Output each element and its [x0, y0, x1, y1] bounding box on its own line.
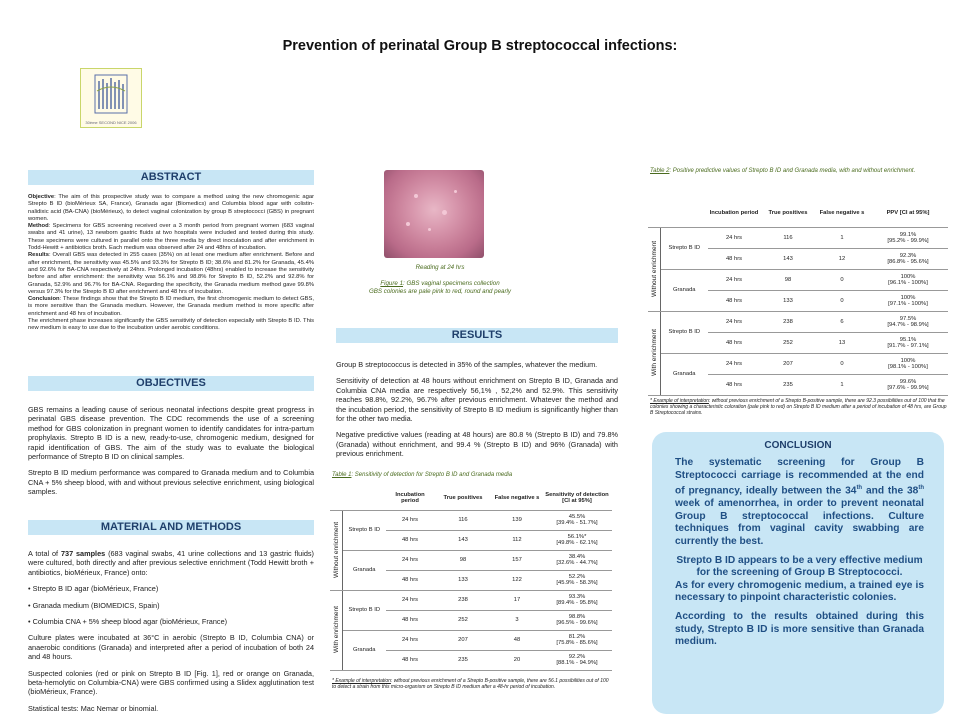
table1-medium: Granada — [342, 550, 386, 590]
conclusion-paragraph-4: According to the results obtained during this study, Strepto B ID is more sensitive than Granada medium. — [675, 610, 924, 648]
congress-logo — [80, 68, 142, 128]
table1-medium: Strepto B ID — [342, 510, 386, 550]
table2-cell: 99.6% — [899, 378, 917, 385]
table1-caption — [332, 472, 512, 478]
table1-cell: 116 — [434, 510, 492, 530]
table2-cell: 252 — [760, 332, 816, 353]
table1-footnote — [332, 678, 614, 690]
table2-medium: Granada — [660, 353, 708, 395]
methods-paragraph-2: Culture plates were incubated at 36°C in aerobic (Strepto B ID, Columbia CNA) or anaerobic conditions (Granada) and interpreted after a period of incubation of both 24 and 48 hours. — [28, 633, 314, 662]
table2-ci: [94.7% - 98.9%] — [887, 321, 929, 328]
table1-ci: [39.4% - 51.7%] — [556, 520, 598, 526]
figure-caption — [360, 280, 520, 296]
objectives-paragraph-1: GBS remains a leading cause of serious neonatal infections despite great progress in perinatal GBS disease prevention. The CDC recommends the use of a screening method for GBS colonization in pregnant women to identify candidates for intra-partum prophylaxis. Strepto B ID is a new, ready-to-use, chromogenic medium, designed for rapid identification of GBS. The aim of the study was to evaluate the biological performance of Strepto B ID on clinical samples. — [28, 405, 314, 462]
table2-cell: 143 — [760, 248, 816, 269]
abstract-conclusion-label: Conclusion — [28, 296, 60, 303]
table2-ci: [97.1% - 100%] — [888, 300, 928, 307]
media-item: • Columbia CNA + 5% sheep blood agar (bioMérieux, France) — [28, 617, 228, 627]
figure-reading-label: Reading at 24 hrs — [415, 264, 465, 271]
table2-footnote-label: * Example of interpretation — [650, 398, 709, 404]
table1-cell: 98.8% — [568, 614, 586, 620]
table2-cell: 133 — [760, 290, 816, 311]
table1-cell: 133 — [434, 570, 492, 590]
table2-cell: 235 — [760, 374, 816, 395]
conclusion-panel — [652, 432, 944, 714]
table1-cell: 112 — [492, 530, 542, 550]
methods-p1-post: (683 vaginal swabs, 41 urine collections and 13 gastric fluids) were cultured, both directly and after previous selective enrichment (Todd Hewitt broth + antibiotics, bioMérieux, France) onto: — [28, 549, 314, 577]
table1-cell: 52.2% — [568, 574, 586, 580]
table2-cell: 13 — [816, 332, 868, 353]
table1-cell: 92.2% — [568, 654, 586, 660]
table1-cell: 56.1%* — [567, 534, 587, 540]
table1-footnote-label: * Example of interpretation — [332, 678, 391, 684]
media-item: • Granada medium (BIOMEDICS, Spain) — [28, 600, 160, 610]
conclusion-p1b: and the 38 — [862, 485, 919, 497]
table1-header: Sensitivity of detection [CI at 95%] — [542, 486, 612, 510]
table1-ci: [45.9% - 58.3%] — [556, 580, 598, 586]
table2-cell: 24 hrs — [708, 227, 760, 248]
table1-group-label: With enrichment — [330, 590, 342, 670]
abstract-method-label: Method — [28, 223, 49, 230]
table1-cell: 24 hrs — [386, 630, 434, 650]
table1-cell: 24 hrs — [386, 590, 434, 610]
methods-p1-pre: A total of — [28, 549, 61, 558]
methods-header: MATERIAL AND METHODS — [28, 520, 314, 535]
table2-cell: 100% — [900, 357, 916, 364]
conclusion-header: CONCLUSION — [764, 440, 832, 451]
colony-dot — [414, 194, 418, 198]
table2-footnote — [650, 398, 950, 417]
table2-cell: 0 — [816, 353, 868, 374]
colony-dot — [406, 222, 410, 226]
table2-group-label: Without enrichment — [648, 227, 660, 311]
results-paragraph-2: Sensitivity of detection at 48 hours without enrichment on Strepto B ID, Granada and Columbia CNA media are respectively 56,1% , 52,2% and 52.9%. This sensitivity reaches 98.8%, 92.2%, 96.7% after previous enrichment. Whatever the method and the incubation period, the sensitivity of Strepto B ID medium is significantly higher than for the other two media. — [336, 376, 618, 424]
table2-group-label: With enrichment — [648, 311, 660, 395]
conclusion-paragraph-1 — [675, 457, 924, 549]
table2-ci: [96.1% - 100%] — [888, 279, 928, 286]
table2-cell: 1 — [816, 374, 868, 395]
results-text — [336, 360, 618, 466]
table1-caption-label: Table 1 — [332, 472, 352, 478]
abstract-results-label: Results — [28, 252, 49, 259]
table1-cell: 3 — [492, 610, 542, 630]
results-header: RESULTS — [336, 328, 618, 343]
table1-header: Incubation period — [386, 486, 434, 510]
table2-cell: 207 — [760, 353, 816, 374]
abstract-conclusion: : These findings show that the Strepto B ID medium, the first chromogenic medium to detect GBS, is more sensitive than the Granada medium. However, the Granada medium method is more specific after enrichment and 48 hrs of incubation. — [28, 296, 314, 317]
table1-cell: 98 — [434, 550, 492, 570]
table1-cell: 235 — [434, 650, 492, 670]
table2-cell: 100% — [900, 294, 916, 301]
abstract-results: : Overall GBS was detected in 255 cases (35%) on at least one medium after enrichment. Before and after enrichment, the sensitivity was 45.5% and 93.3% for Strepto B ID; 38.6% and 81.2% for Granada, 45.4% and 92.6% for BA-CNA respectively at 24hrs. Prolonged incubation (48hrs) enabled to increase the sensitivity before and after enrichment: the sensitivity was 56.1% and 98.8% for Strepto B ID, 52.2% and 92.8% for Granada, 52.9% and 96.7% for BA-CNA. Regarding the specificity, the Granada medium method gave 99.8% versus 97.3% for the Strepto B ID after enrichment and 48 hrs of incubation. — [28, 252, 314, 295]
abstract-extra: The enrichment phase increases significantly the GBS sensitivity of detection especially with Strepto B ID. This new medium is easy to use due to the incubation under aerobic conditions. — [28, 318, 314, 332]
conclusion-paragraph-3: As for every chromogenic medium, a trained eye is necessary to pinpoint characteristic colonies. — [675, 579, 924, 604]
abstract-header: ABSTRACT — [28, 170, 314, 185]
conclusion-paragraph-2: Strepto B ID appears to be a very effective medium for the screening of Group B Streptococci. — [676, 554, 923, 579]
table1-cell: 48 hrs — [386, 570, 434, 590]
table1-medium: Strepto B ID — [342, 590, 386, 630]
table1-container — [330, 486, 612, 671]
methods-statistics: Statistical tests: Mac Nemar or binomial. — [28, 703, 159, 713]
table1-footnote-text: : without previous enrichment of a Strepto B-positive sample, there are 56.1 possibilities out of 100 to detect a strain from this micro-organism on Strepto B ID medium after a 48-hr period of incubation. — [332, 678, 609, 691]
colony-dot — [428, 228, 431, 231]
table2-cell: 95.1% — [899, 336, 917, 343]
table1-ci: [49.8% - 62.1%] — [556, 540, 598, 546]
table1 — [330, 486, 612, 671]
table1-cell: 24 hrs — [386, 550, 434, 570]
table2-medium: Strepto B ID — [660, 227, 708, 269]
table1-cell: 48 — [492, 630, 542, 650]
table1-cell: 81.2% — [568, 634, 586, 640]
table2-cell: 116 — [760, 227, 816, 248]
table2-ci: [95.2% - 99.9%] — [887, 237, 929, 244]
table1-group-label: Without enrichment — [330, 510, 342, 590]
table2-cell: 12 — [816, 248, 868, 269]
table2-cell: 24 hrs — [708, 353, 760, 374]
table1-ci: [96.5% - 99.6%] — [556, 620, 598, 626]
table2-ci: [98.1% - 100%] — [888, 363, 928, 370]
table2-footnote-text: : without previous enrichment of a Strepto B-positive sample, there are 92.3 possibilities out of 100 that the colonies showing a characteristic coloration (pale pink to red) on Strepto B ID medium after a period of incubation of 48 hrs, are Group B Streptococcal strains. — [650, 398, 947, 417]
table1-ci: [32.6% - 44.7%] — [556, 560, 598, 566]
table1-cell: 139 — [492, 510, 542, 530]
figure-caption-label: Figure 1 — [380, 280, 404, 287]
ordinal-suffix: th — [856, 485, 863, 492]
abstract-text — [28, 194, 314, 333]
table2-header: Incubation period — [708, 200, 760, 227]
table2-caption-text: : Positive predictive values of Strepto B ID and Granada media, with and without enrichment. — [669, 168, 916, 174]
media-list — [28, 584, 314, 626]
media-item: • Strepto B ID agar (bioMérieux, France) — [28, 584, 159, 594]
abstract-method: : Specimens for GBS screening received over a 3 month period from pregnant women (683 vaginal swabs and 41 urine), 13 newborn gastric fluids at two hospitals were included and tested during this study. These specimens were cultured in parallel onto the three media by direct inoculation and after enrichment in Todd-Hewitt + antibiotics broth. Each medium was observed after 24 and 48hrs of incubation. — [28, 223, 314, 252]
table2-header: PPV [CI at 95%] — [868, 200, 948, 227]
table1-caption-text: : Sensitivity of detection for Strepto B ID and Granada media — [351, 472, 513, 478]
table1-ci: [88.1% - 94.9%] — [556, 660, 598, 666]
table2-cell: 238 — [760, 311, 816, 332]
objectives-header: OBJECTIVES — [28, 376, 314, 391]
logo-caption: 30ème SECOND NICE 2006 — [85, 120, 137, 125]
table1-ci: [75.8% - 85.6%] — [556, 640, 598, 646]
table2-header: False negative s — [816, 200, 868, 227]
colony-dot — [454, 190, 457, 193]
table1-cell: 122 — [492, 570, 542, 590]
results-paragraph-3: Negative predictive values (reading at 48 hours) are 80.8 % (Strepto B ID) and 79.8% (Granada) without enrichment, and 99.4 % (Strepto B ID) and 96% (Granada) with previous enrichment. — [336, 430, 618, 459]
table2-cell: 48 hrs — [708, 332, 760, 353]
table1-cell: 157 — [492, 550, 542, 570]
table2-ci: [86.8% - 95.6%] — [887, 258, 929, 265]
logo-graphic-icon — [81, 69, 141, 119]
table1-cell: 238 — [434, 590, 492, 610]
table1-cell: 17 — [492, 590, 542, 610]
objectives-paragraph-2: Strepto B ID medium performance was compared to Granada medium and to Columbia CNA + 5% sheep blood, with and without previous selective enrichment, using biological samples. — [28, 468, 314, 497]
table1-medium: Granada — [342, 630, 386, 670]
table1-cell: 48 hrs — [386, 650, 434, 670]
table2-cell: 98 — [760, 269, 816, 290]
methods-text — [28, 549, 314, 720]
ordinal-suffix: th — [918, 485, 924, 492]
table2-header: True positives — [760, 200, 816, 227]
table2-cell: 0 — [816, 269, 868, 290]
table2-cell: 48 hrs — [708, 290, 760, 311]
table2-caption-label: Table 2 — [650, 168, 670, 174]
conclusion-p1c: week of amenorrhea, in order to prevent neonatal Group B streptococcal infections. Culture techniques from vaginal cavity swabbing are currently the best. — [675, 498, 924, 547]
table2-cell: 24 hrs — [708, 269, 760, 290]
methods-sample-count: 737 samples — [60, 549, 106, 558]
objectives-text — [28, 405, 314, 504]
table2-cell: 6 — [816, 311, 868, 332]
table1-cell: 45.5% — [568, 514, 586, 520]
table1-ci: [89.4% - 95.8%] — [556, 600, 598, 606]
table1-header: True positives — [434, 486, 492, 510]
table1-cell: 20 — [492, 650, 542, 670]
table2-cell: 100% — [900, 273, 916, 280]
poster-title: Prevention of perinatal Group B streptococcal infections: — [282, 38, 678, 54]
figure-caption-1: : GBS vaginal specimens collection — [403, 280, 500, 287]
table2-caption — [650, 168, 950, 176]
conclusion-text — [652, 457, 944, 649]
table1-cell: 24 hrs — [386, 510, 434, 530]
table2-cell: 97.5% — [899, 315, 917, 322]
table2-ci: [97.6% - 99.9%] — [887, 384, 929, 391]
abstract-objective: : The aim of this prospective study was to compare a method using the new chromogenic agar Strepto B ID (bioMérieux SA, France), Granada agar (Biomedics) and Columbia blood agar with colistin-nalidixic acid (BA-CNA) (bioMérieux), to detect vaginal colonization by group B streptococci (GBS) in pregnant women. — [28, 194, 314, 222]
table2-container — [648, 200, 948, 396]
table2-cell: 99.1% — [899, 231, 917, 238]
table2-cell: 0 — [816, 290, 868, 311]
table2-cell: 92.3% — [899, 252, 917, 259]
table2-cell: 24 hrs — [708, 311, 760, 332]
table2 — [648, 200, 948, 396]
table2-medium: Strepto B ID — [660, 311, 708, 353]
table2-ci: [91.7% - 97.1%] — [887, 342, 929, 349]
table1-cell: 48 hrs — [386, 610, 434, 630]
methods-paragraph-3: Suspected colonies (red or pink on Strepto B ID [Fig. 1], red or orange on Granada, beta-hemolytic on Columbia-CNA) were GBS confirmed using a Slidex agglutination test (bioMérieux, France). — [28, 668, 314, 697]
table1-cell: 93.3% — [568, 594, 586, 600]
table1-cell: 207 — [434, 630, 492, 650]
conclusion-p1a: The systematic screening for Group B Streptococci carriage is recommended at the end of pregnancy, ideally between the 34 — [675, 457, 924, 497]
table2-medium: Granada — [660, 269, 708, 311]
abstract-objective-label: Objective — [28, 194, 55, 200]
table1-header: False negative s — [492, 486, 542, 510]
table1-cell: 143 — [434, 530, 492, 550]
colony-dot — [442, 210, 447, 215]
agar-plate-photo — [384, 170, 484, 258]
table1-cell: 252 — [434, 610, 492, 630]
table1-cell: 38.4% — [568, 554, 586, 560]
results-paragraph-1: Group B streptococcus is detected in 35% of the samples, whatever the medium. — [336, 360, 598, 369]
table2-cell: 48 hrs — [708, 374, 760, 395]
table2-cell: 1 — [816, 227, 868, 248]
table2-cell: 48 hrs — [708, 248, 760, 269]
table1-cell: 48 hrs — [386, 530, 434, 550]
figure-caption-2: GBS colonies are pale pink to red, round and pearly — [368, 288, 512, 295]
